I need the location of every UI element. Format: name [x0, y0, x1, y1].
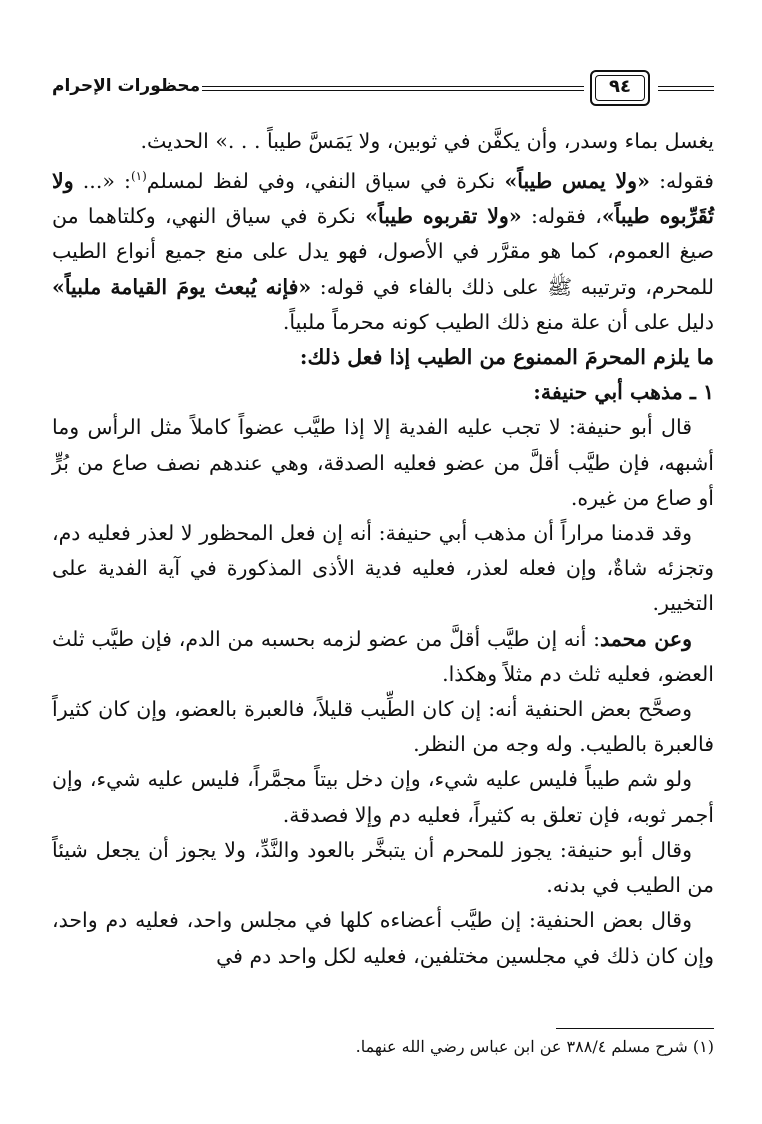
footnote: (١) شرح مسلم ٣٨٨/٤ عن ابن عباس رضي الله عنهما. — [355, 1037, 714, 1056]
paragraph-analysis: فقوله: «ولا يمس طيباً» نكرة في سياق النفي، وفي لفظ لمسلم$^{(١)}$: «... ولا تُقَرِّبوه طيباً»، فقوله: «ولا تقربوه طيباً» نكرة في سياق النهي، وكلتاهما من صيغ العموم، كما هو مقرَّر في الأصول، فهو يدل على منع جميع أنواع الطيب للمحرم، وترتيبه ﷺ على ذلك بالفاء في قوله: «فإنه يُبعث يومَ القيامة ملبياً» دليل على أن علة منع ذلك الطيب كونه محرماً ملبياً. — [52, 169, 715, 334]
subsection-heading: ١ ـ مذهب أبي حنيفة: — [533, 380, 714, 405]
footnote-marker: (١) — [130, 169, 147, 184]
quote-hadith: «فإنه يُبعث يومَ القيامة ملبياً» — [52, 274, 312, 299]
header-rule-right — [658, 86, 714, 91]
header-rule-left — [202, 86, 584, 91]
page-header — [52, 66, 714, 110]
paragraph: وقد قدمنا مراراً أن مذهب أبي حنيفة: أنه إن فعل المحظور لا لعذر فعليه دم، وتجزئه شاةٌ، وإن فعله لعذر، فعليه فدية الأذى المذكورة في آية الفدية على التخيير. — [52, 521, 714, 616]
paragraph: قال أبو حنيفة: لا تجب عليه الفدية إلا إذا طيَّب عضواً كاملاً مثل الرأس وما أشبهه، فإن طيَّب أقلَّ من عضو فعليه الصدقة، وهي عندهم نصف صاع من بُرٍّ أو صاع من غيره. — [52, 415, 714, 510]
footnote-separator — [556, 1028, 714, 1029]
quote-hadith: «ولا يمس طيباً» — [504, 169, 650, 194]
paragraph: وعن محمد: أنه إن طيَّب أقلَّ من عضو لزمه بحسبه من الدم، فإن طيَّب ثلث العضو، فعليه ثلث دم مثلاً وهكذا. — [52, 626, 714, 686]
page-number-frame — [590, 70, 650, 106]
quote-hadith: ولا تُقَرِّبوه طيباً» — [52, 169, 714, 229]
quote-hadith: «ولا تقربوه طيباً» — [365, 204, 522, 229]
body-text — [52, 124, 714, 974]
paragraph-continuation: يغسل بماء وسدر، وأن يكفَّن في ثوبين، ولا يَمَسَّ طيباً . . .» الحديث. — [140, 129, 714, 153]
section-heading: ما يلزم المحرمَ الممنوع من الطيب إذا فعل ذلك: — [299, 345, 714, 370]
paragraph: وقال بعض الحنفية: إن طيَّب أعضاءه كلها في مجلس واحد، فعليه دم واحد، وإن كان ذلك في مجلسين مختلفين، فعليه لكل واحد دم في — [52, 908, 714, 968]
paragraph: وصحَّح بعض الحنفية أنه: إن كان الطِّيب قليلاً، فالعبرة بالعضو، وإن كان كثيراً فالعبرة بالطيب. وله وجه من النظر. — [52, 697, 714, 757]
paragraph: وقال أبو حنيفة: يجوز للمحرم أن يتبخَّر بالعود والنَّدِّ، ولا يجوز أن يجعل شيئاً من الطيب في بدنه. — [52, 837, 714, 898]
page-number: ٩٤ — [595, 75, 645, 101]
paragraph: ولو شم طيباً فليس عليه شيء، وإن دخل بيتاً مجمَّراً، فليس عليه شيء، وإن أجمر ثوبه، فإن تعلق به كثيراً، فعليه دم وإلا فصدقة. — [52, 767, 714, 827]
running-title: محظورات الإحرام — [52, 76, 201, 96]
